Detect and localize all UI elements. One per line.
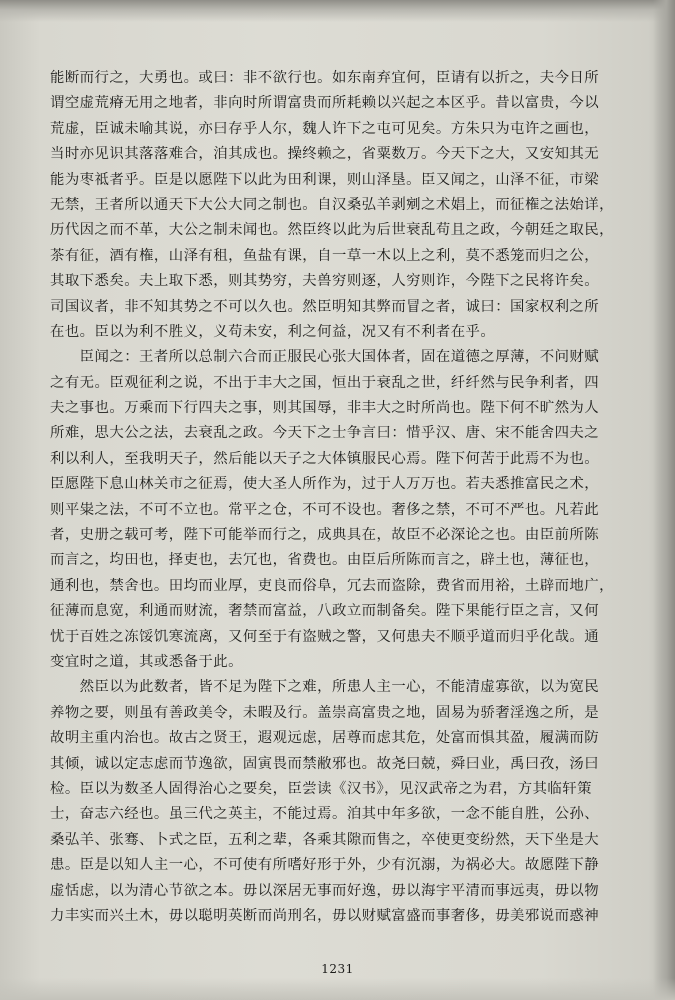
text-line: 在也。臣以为利不胜义，义苟未安，利之何益，况又有不利者在乎。 xyxy=(50,323,496,340)
text-line: 夫之事也。万乘而下行四夫之事，则其国辱，非丰大之时所尚也。陛下何不旷然为人 xyxy=(50,400,600,417)
text-line: 谓空虚荒瘠无用之地者，非向时所谓富贵而所耗赖以兴起之本区乎。昔以富贵，今以 xyxy=(50,95,600,112)
text-line: 当时亦见识其落落难合，洎其成也。操终赖之，省粟数万。今天下之大，又安知其无 xyxy=(50,146,600,163)
text-line: 荒虚，臣诚未喻其说，亦曰存乎人尔，魏人许下之屯可见矣。方朱只为屯许之画也， xyxy=(50,120,600,137)
text-line: 变宜时之道，其或悉备于此。 xyxy=(50,653,243,670)
text-line: 者，史册之载可考，陛下可能举而行之，成典具在，故臣不必深论之也。由臣前所陈 xyxy=(50,527,600,544)
text-line: 之有无。臣观征利之说，不出于丰大之国，恒出于衰乱之世，纤纤然与民争利者，四 xyxy=(50,374,600,391)
text-line: 故明主重内治也。故古之贤王，遐观远虑，居尊而虑其危，处富而惧其盈，履满而防 xyxy=(50,730,600,747)
text-line: 历代因之而不革，大公之制未闻也。然臣终以此为后世衰乱苟且之政，今朝廷之取民， xyxy=(50,222,614,239)
text-line: 能断而行之，大勇也。或曰：非不欲行也。如东南弃宜何，臣请有以折之，夫今日所 xyxy=(50,70,600,86)
text-line: 无禁，王者所以通天下大公大同之制也。自汉桑弘羊剥剜之术娼上，而征権之法始详， xyxy=(50,196,614,213)
text-line: 利以利人，至我明天子，然后能以天子之大体镇服民心焉。陛下何苦于此焉不为也。 xyxy=(50,450,600,467)
body-text xyxy=(50,66,650,929)
text-line: 桑弘羊、张骞、卜式之臣，五利之辈，各乘其隙而售之，卒使更变纷然，天下坐是大 xyxy=(50,831,600,848)
text-line: 虚恬虑，以为清心节欲之本。毋以深居无事而好逸，毋以海宇平清而事远夷，毋以物 xyxy=(50,882,600,899)
text-line: 患。臣是以知人主一心，不可使有所嗜好形于外，少有沉溺，为祸必大。故愿陛下静 xyxy=(50,857,600,874)
text-line: 茶有征，酒有権，山泽有租，鱼盐有课，自一草一木以上之利，莫不悉笼而归之公， xyxy=(50,247,600,264)
text-line: 则平粜之法，不可不立也。常平之仓，不可不设也。奢侈之禁，不可不严也。凡若此 xyxy=(50,501,600,518)
text-line: 检。臣以为数圣人固得治心之要矣，臣尝读《汉书》，见汉武帝之为君，方其临轩策 xyxy=(50,780,592,797)
text-line: 忧于百姓之冻馁饥寒流离，又何至于有盗贼之警，又何患夫不顺乎道而归乎化哉。通 xyxy=(50,628,600,645)
text-line: 其倾，诚以定志虑而节逸欲，固寅畏而禁敝邪也。故尧曰兢，舜曰业，禹曰孜，汤曰 xyxy=(50,755,600,772)
page-top-shadow xyxy=(0,0,675,22)
text-line: 司国议者，非不知其势之不可以久也。然臣明知其弊而冒之者，诚曰：国家权利之所 xyxy=(50,298,600,315)
text-line: 通利也，禁舍也。田均而业厚，吏良而俗阜，冗去而盗除，费省而用裕，土辟而地广， xyxy=(50,577,614,594)
text-line: 力丰实而兴土木，毋以聪明英断而尚刑名，毋以财赋富盛而事奢侈，毋美邪说而惑神 xyxy=(50,907,600,924)
text-line: 士，奋志六经也。虽三代之英主，不能过焉。洎其中年多欲，一念不能自胜，公孙、 xyxy=(50,806,600,823)
page-bottom-edge xyxy=(0,978,675,1000)
text-line: 能为枣祗者乎。臣是以愿陛下以此为田利课，则山泽垦。臣又闻之，山泽不征，市梁 xyxy=(50,171,600,188)
paragraph-start: 然臣以为此数者，皆不足为陛下之难，所患人主一心，不能清虚寡欲，以为宽民 xyxy=(50,679,600,696)
text-line: 养物之要，则虽有善政美令，未暇及行。盖崇高富贵之地，固易为骄奢淫逸之所，是 xyxy=(50,704,600,721)
page-binding-shadow xyxy=(653,0,675,1000)
text-line: 所难，思大公之法，去衰乱之政。今天下之士争言曰：惜乎汉、唐、宋不能舍四夫之 xyxy=(50,425,600,442)
text-line: 臣愿陛下息山林关市之征焉，使大圣人所作为，过于人万万也。若夫悉推富民之术， xyxy=(50,476,600,493)
paragraph-start: 臣闻之：王者所以总制六合而正服民心张大国体者，固在道德之厚薄，不问财赋 xyxy=(50,349,600,366)
text-line: 征薄而息宽，利通而财流，奢禁而富益，八政立而制备矣。陛下果能行臣之言，又何 xyxy=(50,603,600,620)
text-line: 而言之，均田也，择吏也，去冗也，省费也。由臣后所陈而言之，辟土也，薄征也， xyxy=(50,552,600,569)
text-line: 其取下悉矣。夫上取下悉，则其势穷，夫兽穷则逐，人穷则诈，今陛下之民将许矣。 xyxy=(50,273,600,290)
page-number: 1231 xyxy=(321,962,354,976)
